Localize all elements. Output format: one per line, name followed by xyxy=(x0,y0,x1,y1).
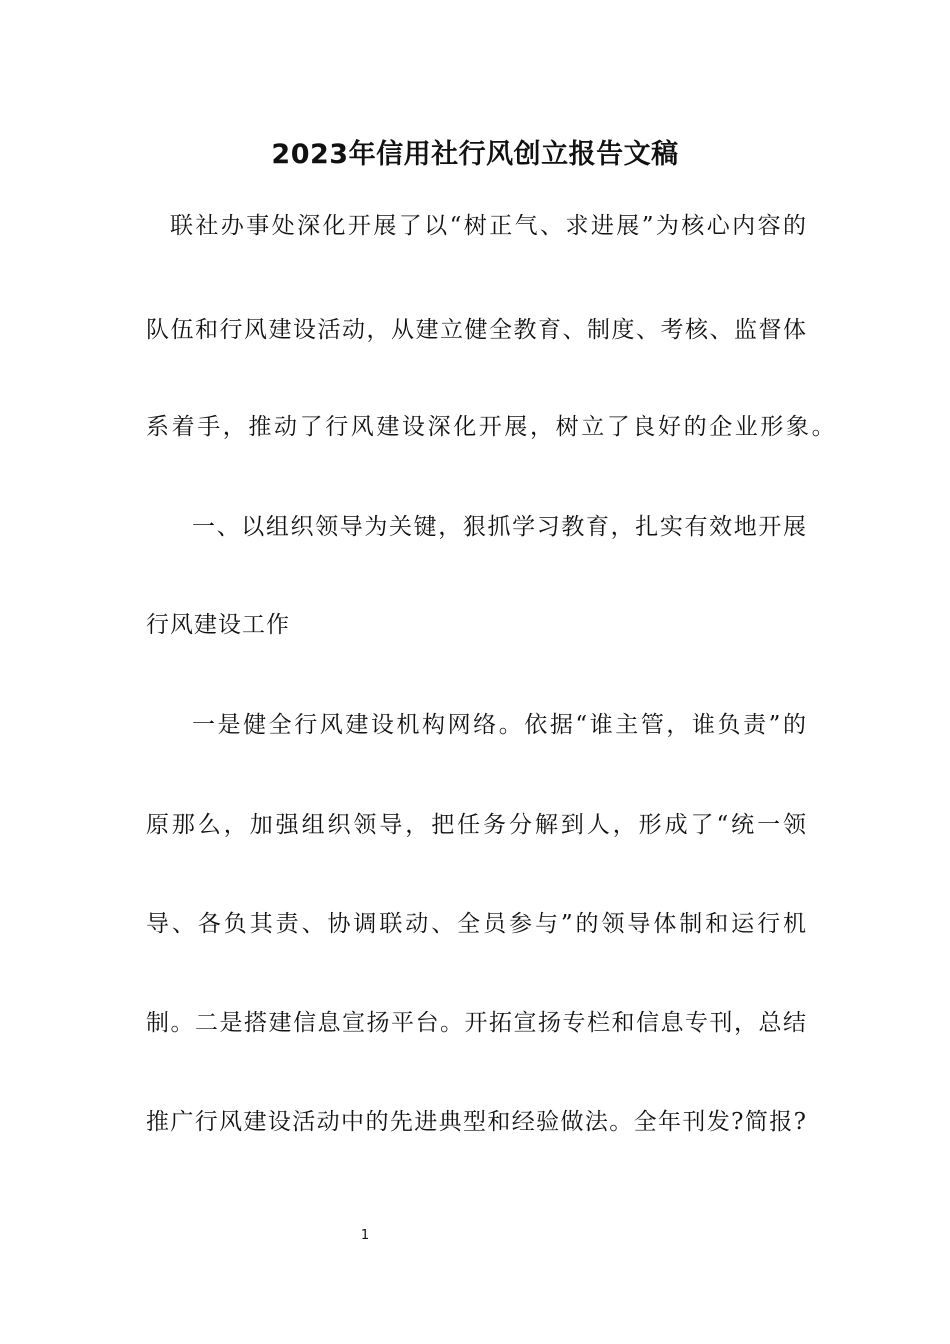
section-heading-line: 行风建设工作 xyxy=(146,612,290,638)
paragraph-line: 联社办事处深化开展了以“树正气、求进展”为核心内容的 xyxy=(170,213,806,239)
paragraph-line: 制。二是搭建信息宣扬平台。开拓宣扬专栏和信息专刊，总结 xyxy=(146,1010,806,1036)
paragraph-line: 一是健全行风建设机构网络。依据“谁主管，谁负责”的 xyxy=(192,712,806,738)
page-number: 1 xyxy=(360,1228,370,1243)
paragraph-line: 系着手，推动了行风建设深化开展，树立了良好的企业形象。 xyxy=(146,414,838,440)
section-heading-line: 一、以组织领导为关键，狠抓学习教育，扎实有效地开展 xyxy=(192,514,806,540)
paragraph-line: 推广行风建设活动中的先进典型和经验做法。全年刊发?简报? xyxy=(146,1109,806,1135)
paragraph-line: 队伍和行风建设活动，从建立健全教育、制度、考核、监督体 xyxy=(146,317,806,343)
paragraph-line: 导、各负其责、协调联动、全员参与”的领导体制和运行机 xyxy=(146,911,806,937)
document-title: 2023年信用社行风创立报告文稿 xyxy=(271,139,679,170)
paragraph-line: 原那么，加强组织领导，把任务分解到人，形成了“统一领 xyxy=(146,812,806,838)
